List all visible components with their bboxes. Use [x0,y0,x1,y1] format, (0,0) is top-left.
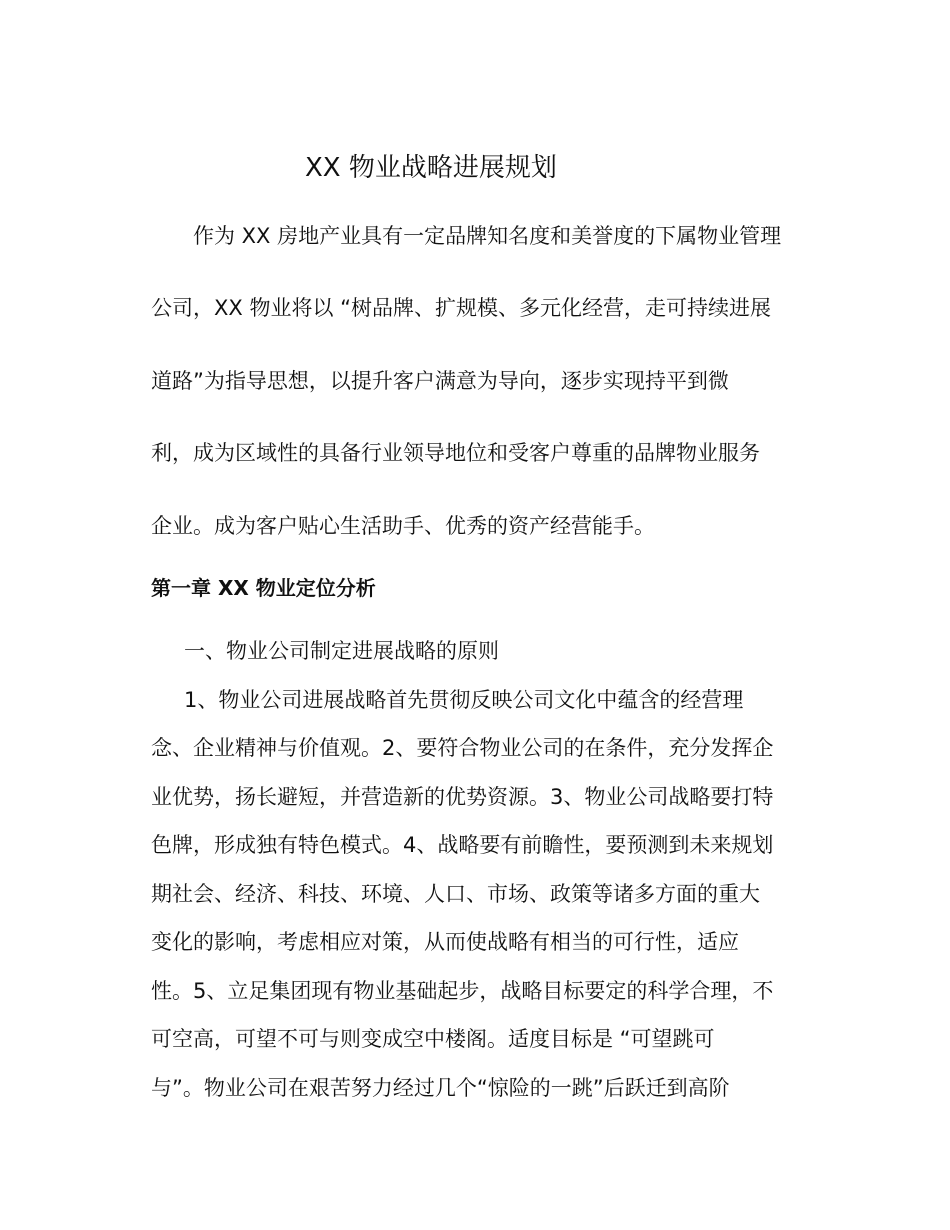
body-line: 色牌，形成独有特色模式。4、战略要有前瞻性，要预测到未来规划 [151,833,774,857]
body-line: 业优势，扬长避短，并营造新的优势资源。3、物业公司战略要打特 [151,785,774,809]
body-line: 变化的影响，考虑相应对策，从而使战略有相当的可行性，适应 [151,930,739,954]
document-title: XX 物业战略进展规划 [305,153,557,183]
body-line: 与”。物业公司在艰苦努力经过几个“惊险的一跳”后跃迁到高阶 [151,1076,730,1100]
body-line: 念、企业精神与价值观。2、要符合物业公司的在条件，充分发挥企 [151,736,774,760]
body-line: 性。5、立足集团现有物业基础起步，战略目标要定的科学合理，不 [151,979,774,1003]
intro-line: 道路”为指导思想，以提升客户满意为导向，逐步实现持平到微 [151,369,729,393]
body-line: 1、物业公司进展战略首先贯彻反映公司文化中蕴含的经营理 [184,688,744,712]
body-line: 可空高，可望不可与则变成空中楼阁。适度目标是 “可望跳可 [151,1027,715,1051]
intro-line: 作为 XX 房地产业具有一定品牌知名度和美誉度的下属物业管理 [193,224,782,248]
section-heading: 一、物业公司制定进展战略的原则 [184,639,499,663]
intro-line: 公司，XX 物业将以 “树品牌、扩规模、多元化经营，走可持续进展 [151,296,771,320]
body-line: 期社会、经济、科技、环境、人口、市场、政策等诸多方面的重大 [151,882,760,906]
chapter-heading: 第一章 XX 物业定位分析 [151,576,376,600]
intro-line: 企业。成为客户贴心生活助手、优秀的资产经营能手。 [151,514,655,538]
intro-line: 利，成为区域性的具备行业领导地位和受客户尊重的品牌物业服务 [151,441,760,465]
